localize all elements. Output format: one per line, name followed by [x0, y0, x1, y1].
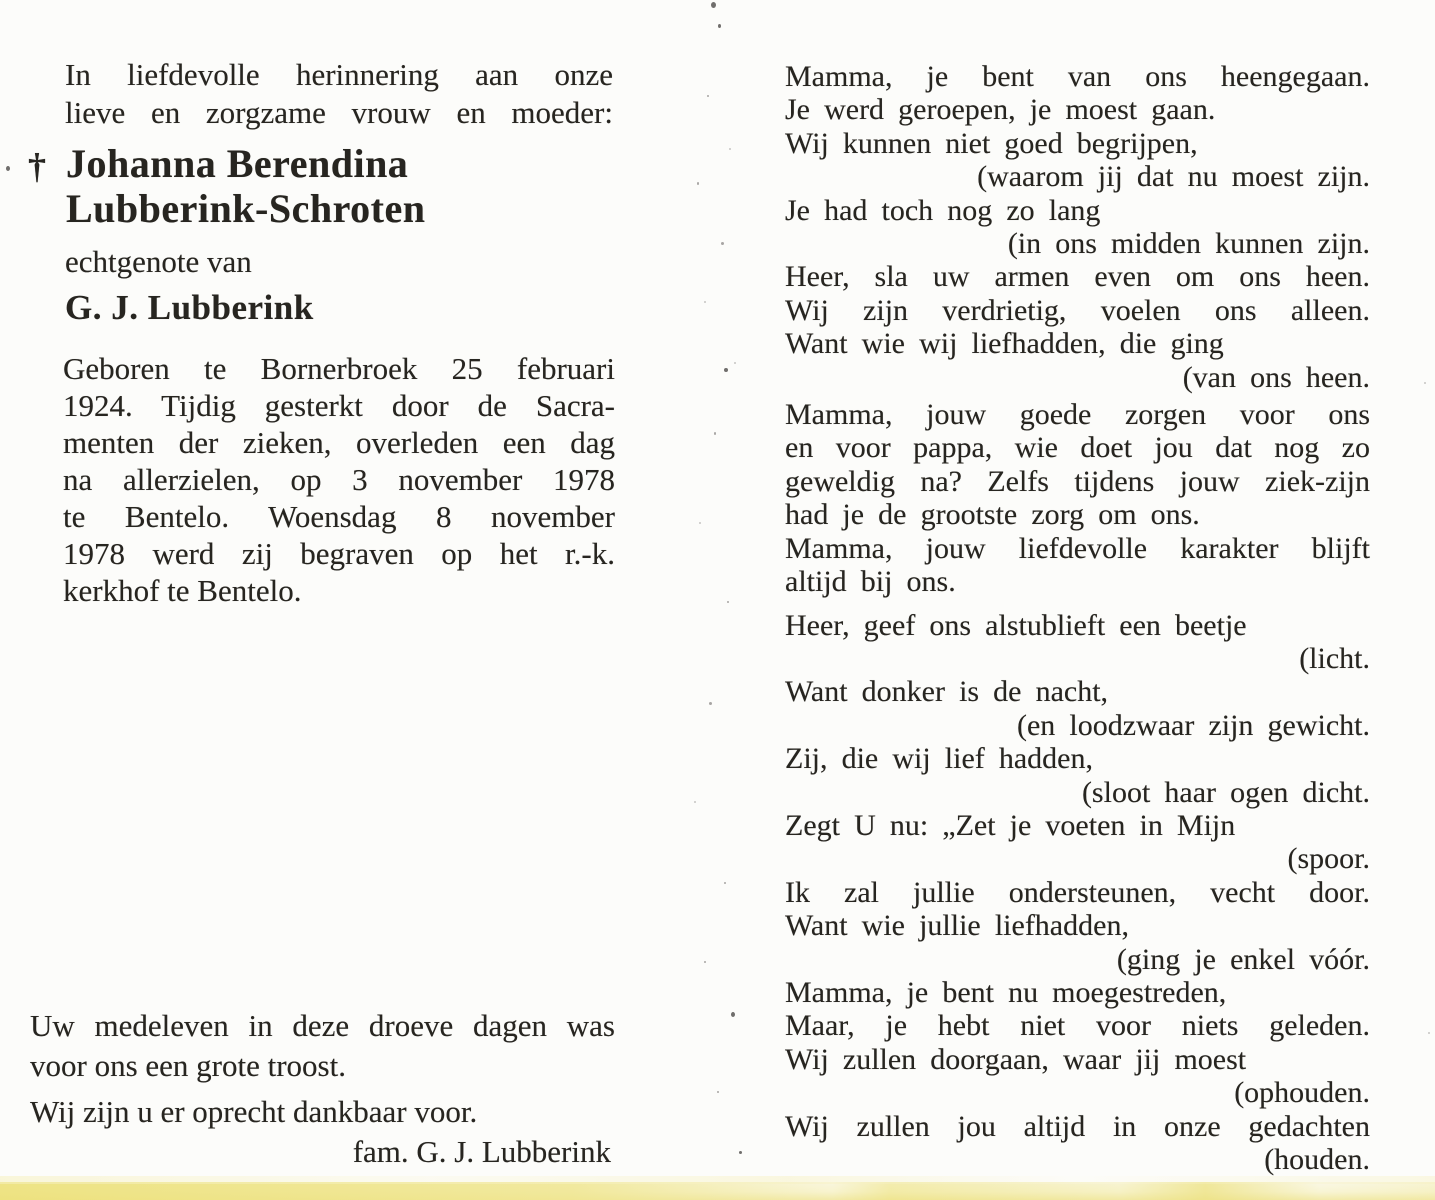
poem-line: Mamma, jouw liefdevolle karakter blijft	[785, 531, 1370, 565]
memorial-poem	[785, 60, 1370, 1176]
poem-line: Want wie wij liefhadden, die ging	[785, 327, 1224, 361]
condolence-line: Uw medeleven in deze droeve dagen was	[30, 1008, 615, 1043]
poem-line: Maar, je hebt niet voor niets geleden.	[785, 1009, 1370, 1043]
poem-line: (in ons midden kunnen zijn.	[1007, 227, 1370, 261]
poem-line: (licht.	[1299, 641, 1370, 675]
poem-line: Heer, geef ons alstublieft een beetje	[785, 608, 1247, 642]
poem-line: Je had toch nog zo lang	[785, 193, 1101, 227]
condolence-block	[30, 1006, 615, 1172]
poem-line: (ging je enkel vóór.	[1116, 942, 1370, 976]
dagger-cross-icon: †	[28, 146, 46, 186]
poem-line: (ophouden.	[1234, 1076, 1370, 1110]
deceased-name	[66, 141, 626, 231]
biography-line: menten der zieken, overleden een dag	[63, 425, 615, 460]
poem-line: (en loodzwaar zijn gewicht.	[1017, 708, 1370, 742]
poem-line: Zegt U nu: „Zet je voeten in Mijn	[785, 808, 1236, 842]
poem-line: (sloot haar ogen dicht.	[1081, 775, 1370, 809]
family-signature: fam. G. J. Lubberink	[352, 1134, 611, 1169]
poem-line: Wij zullen doorgaan, waar jij moest	[785, 1042, 1247, 1076]
poem-line: Zij, die wij lief hadden,	[785, 742, 1093, 776]
spouse-name: G. J. Lubberink	[65, 288, 314, 327]
poem-line: Je werd geroepen, je moest gaan.	[785, 93, 1216, 127]
poem-line: altijd bij ons.	[785, 565, 956, 599]
biography-line: 1978 werd zij begraven op het r.-k.	[63, 536, 615, 571]
poem-line: Mamma, jouw goede zorgen voor ons	[785, 398, 1370, 432]
biography-line: te Bentelo. Woensdag 8 november	[63, 499, 615, 534]
poem-line: Want donker is de nacht,	[785, 675, 1109, 709]
poem-line: Wij kunnen niet goed begrijpen,	[785, 126, 1198, 160]
intro-line: lieve en zorgzame vrouw en moeder:	[65, 95, 613, 130]
thanks-line: Wij zijn u er oprecht dankbaar voor.	[30, 1094, 478, 1129]
poem-line: Ik zal jullie ondersteunen, vecht door.	[785, 875, 1370, 909]
biography-line: 1924. Tijdig gesterkt door de Sacra-	[63, 388, 615, 423]
biography-line: Geboren te Bornerbroek 25 februari	[63, 351, 615, 386]
poem-line: Wij zullen jou altijd in onze gedachten	[785, 1109, 1370, 1143]
intro-text	[65, 56, 613, 132]
biography-paragraph	[63, 350, 615, 609]
poem-line: Want wie jullie liefhadden,	[785, 909, 1129, 943]
poem-line: (houden.	[1264, 1143, 1370, 1176]
poem-line: en voor pappa, wie doet jou dat nog zo	[785, 431, 1370, 465]
spouse-label: echtgenote van	[65, 244, 252, 279]
poem-line: Mamma, je bent nu moegestreden,	[785, 975, 1227, 1009]
poem-line: Wij zijn verdrietig, voelen ons alleen.	[785, 293, 1370, 327]
poem-line: Heer, sla uw armen even om ons heen.	[785, 260, 1370, 294]
poem-line: geweldig na? Zelfs tijdens jouw ziek-zijn	[785, 464, 1370, 498]
poem-line: (van ons heen.	[1182, 360, 1370, 394]
biography-line: na allerzielen, op 3 november 1978	[63, 462, 615, 497]
poem-line: Mamma, je bent van ons heengegaan.	[785, 60, 1370, 93]
scan-bottom-edge	[0, 1182, 1435, 1200]
poem-line: had je de grootste zorg om ons.	[785, 498, 1200, 532]
poem-line: (spoor.	[1287, 842, 1370, 876]
deceased-name-line: Lubberink-Schroten	[66, 186, 426, 231]
biography-line: kerkhof te Bentelo.	[63, 573, 302, 608]
condolence-line: voor ons een grote troost.	[30, 1048, 346, 1083]
poem-line: (waarom jij dat nu moest zijn.	[977, 160, 1370, 194]
deceased-name-line: Johanna Berendina	[66, 141, 409, 186]
intro-line: In liefdevolle herinnering aan onze	[65, 57, 613, 92]
